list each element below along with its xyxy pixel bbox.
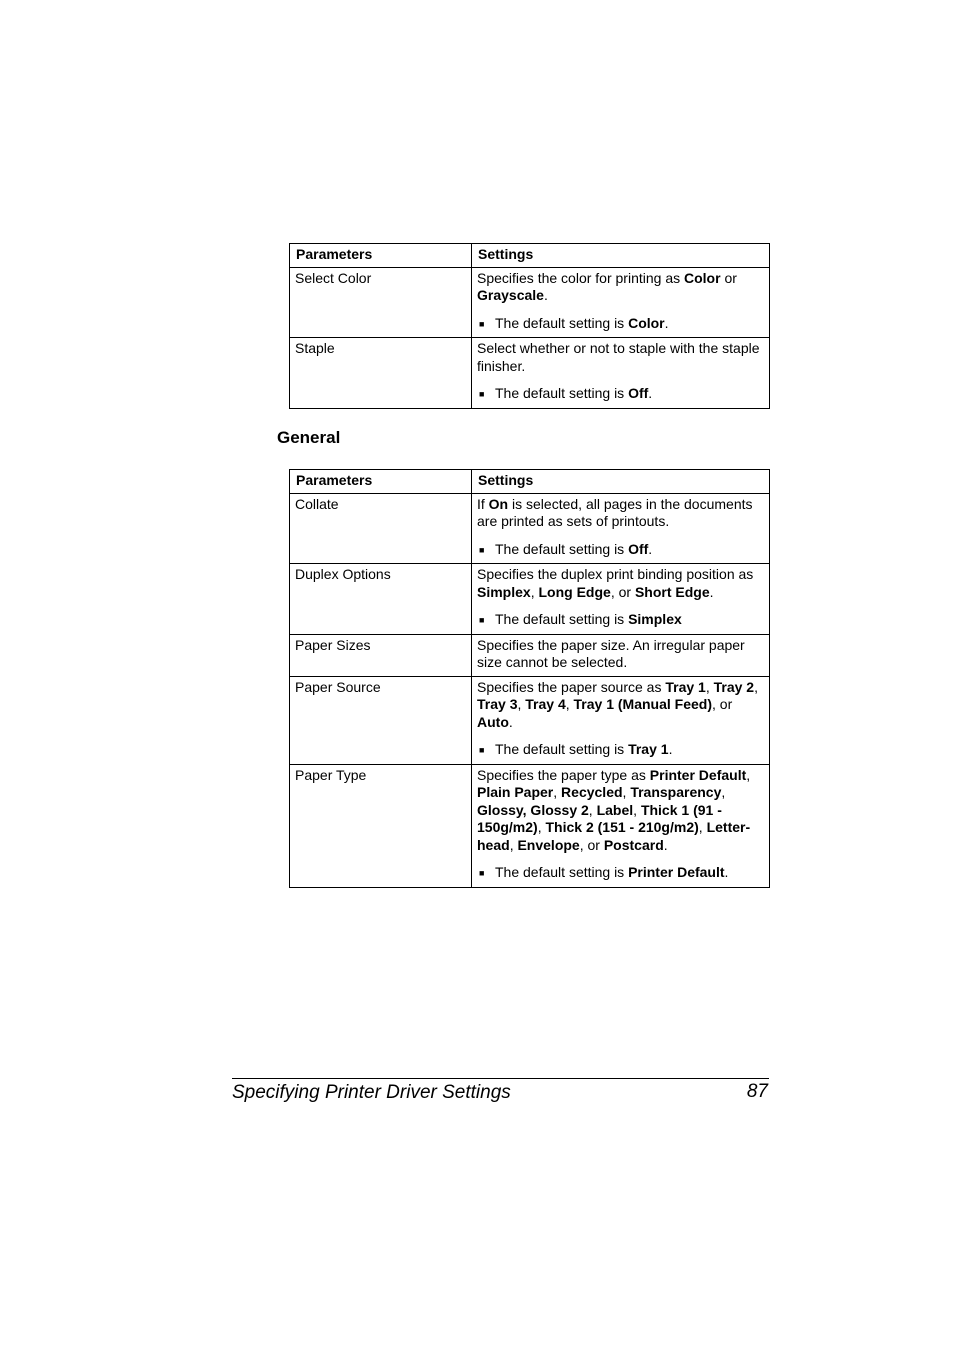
bold-term: Tray 2: [713, 678, 755, 695]
page-number: 87: [746, 1081, 768, 1102]
setting-description-cell: [472, 493, 770, 564]
default-setting-note: [477, 611, 764, 630]
bold-term: Label: [596, 801, 634, 818]
table-row: [290, 493, 770, 564]
square-bullet-icon: ■: [479, 868, 485, 878]
square-bullet-icon: ■: [479, 389, 485, 399]
text-run: , or: [579, 836, 604, 853]
default-setting-note: [477, 385, 764, 404]
parameter-name: Paper Sizes: [290, 634, 472, 676]
table-body: [290, 493, 770, 887]
bold-term: Envelope: [517, 836, 580, 853]
text-run: .: [664, 314, 669, 331]
bold-term: Thick 1 (91 - 150g/m2): [477, 801, 722, 835]
table-body: [290, 267, 770, 408]
text-run: The default setting is: [495, 611, 629, 627]
default-setting-note: [477, 541, 764, 560]
bold-term: Long Edge: [538, 583, 611, 600]
bold-term: Auto: [477, 713, 509, 730]
bold-term: Tray 1: [665, 678, 706, 695]
setting-description: [477, 679, 764, 732]
text-run: ,: [622, 784, 631, 800]
footer-rule: [232, 1078, 769, 1079]
text-run: ,: [698, 819, 707, 835]
table-row: [290, 564, 770, 635]
text-run: Select whether or not to staple with the staple finisher.: [477, 340, 760, 374]
text-run: ,: [633, 801, 641, 818]
bold-term: Postcard: [603, 836, 664, 853]
text-run: The default setting is: [495, 385, 629, 401]
setting-description: [477, 566, 764, 601]
text-run: or: [720, 269, 737, 286]
text-run: Specifies the paper source as: [477, 678, 666, 695]
column-header-settings: Settings: [472, 244, 770, 268]
text-run: ,: [537, 819, 546, 835]
table-header-row: [290, 244, 770, 268]
square-bullet-icon: ■: [479, 615, 485, 625]
bold-term: Color: [628, 314, 665, 331]
column-header-settings: Settings: [472, 470, 770, 494]
bold-term: Off: [628, 385, 649, 401]
default-setting-note: [477, 741, 764, 760]
bold-term: Glossy, Glossy 2: [477, 801, 589, 818]
text-run: ,: [565, 696, 574, 712]
text-run: Specifies the duplex print binding position as: [477, 566, 754, 582]
text-run: The default setting is: [495, 741, 629, 757]
text-run: , or: [712, 696, 733, 712]
parameter-name: Staple: [290, 338, 472, 409]
bold-term: On: [488, 495, 509, 512]
text-run: ,: [705, 678, 714, 695]
settings-table-general: [289, 469, 770, 888]
text-run: ,: [530, 583, 539, 600]
text-run: ,: [721, 784, 726, 800]
bold-term: Tray 4: [525, 696, 566, 712]
bold-term: Transparency: [630, 784, 722, 800]
parameter-name: Collate: [290, 493, 472, 564]
bold-term: Letter-head: [477, 819, 751, 853]
text-run: .: [663, 836, 668, 853]
text-run: .: [724, 864, 729, 880]
setting-description-cell: [472, 634, 770, 676]
bold-term: Short Edge: [634, 583, 710, 600]
table-row: [290, 764, 770, 887]
default-setting-note: [477, 315, 764, 334]
text-run: is selected, all pages in the documents are printed as sets of printouts.: [477, 495, 753, 529]
text-run: ,: [588, 801, 597, 818]
text-run: ,: [746, 766, 751, 783]
setting-description: [477, 767, 764, 855]
text-run: The default setting is: [495, 864, 629, 880]
text-run: .: [543, 287, 548, 303]
text-run: The default setting is: [495, 314, 629, 331]
text-run: ,: [553, 784, 562, 800]
parameter-name: Paper Source: [290, 676, 472, 764]
bold-term: Printer Default: [649, 766, 747, 783]
bold-term: Off: [628, 540, 649, 557]
table-row: [290, 267, 770, 338]
setting-description: [477, 340, 764, 375]
setting-description-cell: [472, 338, 770, 409]
section-heading-general: General: [277, 428, 341, 447]
footer-title: Specifying Printer Driver Settings: [232, 1082, 511, 1103]
settings-table-printing: [289, 243, 770, 409]
table-header-row: [290, 470, 770, 494]
table-row: [290, 634, 770, 676]
bold-term: Tray 1: [628, 741, 669, 757]
setting-description-cell: [472, 676, 770, 764]
text-run: ,: [517, 696, 526, 712]
text-run: .: [709, 583, 714, 600]
text-run: .: [668, 741, 673, 757]
square-bullet-icon: ■: [479, 745, 485, 755]
text-run: ,: [509, 836, 518, 853]
default-setting-note: [477, 864, 764, 883]
text-run: .: [508, 713, 513, 730]
text-run: If: [477, 495, 489, 512]
text-run: The default setting is: [495, 540, 629, 557]
bold-term: Plain Paper: [477, 784, 554, 800]
parameter-name: Paper Type: [290, 764, 472, 887]
text-run: Specifies the paper size. An irregular paper size cannot be selected.: [477, 636, 745, 670]
setting-description: [477, 496, 764, 531]
column-header-parameters: Parameters: [290, 470, 472, 494]
bold-term: Thick 2 (151 - 210g/m2): [545, 819, 699, 835]
parameter-name: Select Color: [290, 267, 472, 338]
text-run: Specifies the color for printing as: [477, 269, 684, 286]
setting-description: [477, 270, 764, 305]
text-run: , or: [610, 583, 635, 600]
square-bullet-icon: ■: [479, 544, 485, 555]
bold-term: Tray 3: [477, 696, 518, 712]
parameter-name: Duplex Options: [290, 564, 472, 635]
bold-term: Tray 1 (Manual Feed): [573, 696, 713, 712]
square-bullet-icon: ■: [479, 318, 485, 329]
text-run: Specifies the paper type as: [477, 766, 650, 783]
text-run: ,: [754, 678, 758, 695]
bold-term: Simplex: [628, 611, 682, 627]
setting-description-cell: [472, 564, 770, 635]
text-run: .: [648, 385, 653, 401]
column-header-parameters: Parameters: [290, 244, 472, 268]
setting-description-cell: [472, 267, 770, 338]
table-row: [290, 676, 770, 764]
bold-term: Simplex: [477, 583, 531, 600]
table-row: [290, 338, 770, 409]
text-run: .: [648, 540, 653, 557]
setting-description-cell: [472, 764, 770, 887]
bold-term: Recycled: [561, 784, 623, 800]
bold-term: Printer Default: [628, 864, 725, 880]
setting-description: [477, 637, 764, 672]
bold-term: Grayscale: [477, 287, 544, 303]
bold-term: Color: [684, 269, 721, 286]
